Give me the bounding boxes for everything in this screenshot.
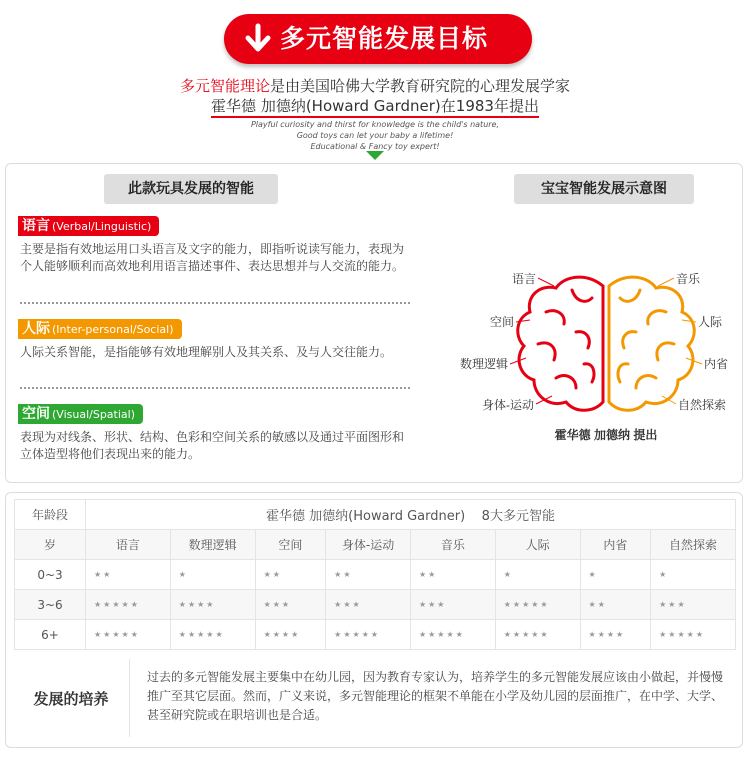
intelligence-panel (5, 163, 743, 483)
col-header: 内省 (580, 530, 651, 560)
col-header: 音乐 (410, 530, 495, 560)
section-name-en: (Verbal/Linguistic) (52, 220, 152, 233)
section-label-spatial (18, 404, 143, 424)
header-title: 霍华德 加德纳(Howard Gardner) 8大多元智能 (86, 500, 736, 530)
section-name-cn: 空间 (22, 406, 50, 422)
star-rating: ★ (170, 560, 255, 590)
header-age-group: 年龄段 (15, 500, 86, 530)
star-rating: ★★★★★ (651, 620, 736, 650)
brain-diagram (459, 264, 736, 464)
col-header: 空间 (255, 530, 326, 560)
culture-text: 过去的多元智能发展主要集中在幼儿园，因为教育专家认为，培养学生的多元智能发展应该由小做起，并慢慢推广至其它层面。然而，广义来说，多元智能理论的框架不单能在小学及幼儿园的层面推广，在中学、大学、甚至研究院或在职培训也是合适。 (147, 670, 724, 722)
culture-title: 发展的培养 (33, 690, 109, 708)
brain-label-intrapersonal: 内省 (704, 357, 729, 371)
star-rating: ★★★★★ (495, 620, 580, 650)
section-text-social: 人际关系智能，是指能够有效地理解别人及其关系、及与人交往能力。 (20, 345, 393, 359)
star-rating: ★★★★★ (86, 590, 171, 620)
section-label-verbal (18, 216, 159, 236)
section-text-verbal: 主要是指有效地运用口头语言及文字的能力，即指听说读写能力，表现为个人能够顺利而高效地利用语言描述事件、表达思想并与人交流的能力。 (20, 242, 405, 273)
star-rating: ★★★ (326, 590, 411, 620)
col-header: 数理逻辑 (170, 530, 255, 560)
age-cell: 6+ (15, 620, 86, 650)
intro-line-2-text: 霍华德 加德纳(Howard Gardner)在1983年提出 (211, 97, 539, 118)
brain-label-music: 音乐 (676, 272, 701, 286)
star-rating: ★★★★★ (170, 620, 255, 650)
star-rating: ★★★ (410, 590, 495, 620)
star-rating: ★★★★★ (326, 620, 411, 650)
brain-caption: 霍华德 加德纳 提出 (554, 428, 658, 442)
star-rating: ★★ (326, 560, 411, 590)
star-rating: ★★ (410, 560, 495, 590)
star-rating: ★★ (580, 590, 651, 620)
section-name-en: (Visual/Spatial) (52, 408, 135, 421)
star-rating: ★★ (86, 560, 171, 590)
col-header: 身体-运动 (326, 530, 411, 560)
brain-label-body: 身体-运动 (482, 398, 534, 412)
star-rating: ★★★ (255, 590, 326, 620)
dotted-divider (20, 387, 410, 389)
col-header: 语言 (86, 530, 171, 560)
brain-left-hemisphere-icon (518, 277, 603, 410)
dotted-divider (20, 302, 410, 304)
intro-line-2 (0, 95, 750, 116)
table-row (15, 590, 736, 620)
age-table-panel (5, 492, 743, 748)
star-rating: ★★★★ (580, 620, 651, 650)
col-header: 人际 (495, 530, 580, 560)
section-name-cn: 语言 (22, 218, 50, 234)
slogan (0, 119, 750, 152)
age-intelligence-table (14, 499, 736, 650)
triangle-down-icon (366, 151, 384, 160)
table-row (15, 620, 736, 650)
table-row (15, 560, 736, 590)
section-name-en: (Inter-personal/Social) (52, 323, 174, 336)
intro-highlight: 多元智能理论 (179, 77, 270, 95)
star-rating: ★★★★ (170, 590, 255, 620)
age-cell: 0~3 (15, 560, 86, 590)
slogan-line-2: Good toys can let your baby a lifetime! (296, 131, 454, 140)
col-header: 自然探索 (651, 530, 736, 560)
col-age: 岁 (15, 530, 86, 560)
section-label-social (18, 319, 182, 339)
star-rating: ★★★★★ (495, 590, 580, 620)
brain-right-hemisphere-icon (609, 277, 694, 410)
star-rating: ★★★★★ (86, 620, 171, 650)
age-cell: 3~6 (15, 590, 86, 620)
arrow-down-icon (242, 23, 274, 55)
slogan-line-1: Playful curiosity and thirst for knowledge is the child's nature, (250, 120, 500, 129)
brain-label-logic: 数理逻辑 (459, 357, 508, 371)
star-rating: ★★★★★ (410, 620, 495, 650)
star-rating: ★ (580, 560, 651, 590)
intro-line-1 (0, 75, 750, 96)
banner-title: 多元智能发展目标 (280, 24, 489, 53)
brain-diagram-tag: 宝宝智能发展示意图 (514, 174, 694, 204)
brain-label-naturalist: 自然探索 (678, 398, 727, 412)
intro-line-1-rest: 是由美国哈佛大学教育研究院的心理发展学家 (270, 77, 571, 95)
star-rating: ★★ (255, 560, 326, 590)
section-text-spatial: 表现为对线条、形状、结构、色彩和空间关系的敏感以及通过平面图形和立体造型将他们表现出来的能力。 (20, 430, 405, 461)
brain-label-verbal: 语言 (511, 272, 536, 286)
section-name-cn: 人际 (22, 321, 50, 337)
toy-intelligence-tag: 此款玩具发展的智能 (104, 174, 278, 204)
star-rating: ★★★★ (255, 620, 326, 650)
star-rating: ★ (495, 560, 580, 590)
brain-label-social: 人际 (698, 315, 723, 329)
vertical-divider (129, 659, 130, 737)
slogan-line-3: Educational & Fancy toy expert! (310, 142, 440, 151)
title-banner (224, 14, 532, 64)
star-rating: ★★★ (651, 590, 736, 620)
brain-label-spatial: 空间 (489, 315, 514, 329)
star-rating: ★ (651, 560, 736, 590)
